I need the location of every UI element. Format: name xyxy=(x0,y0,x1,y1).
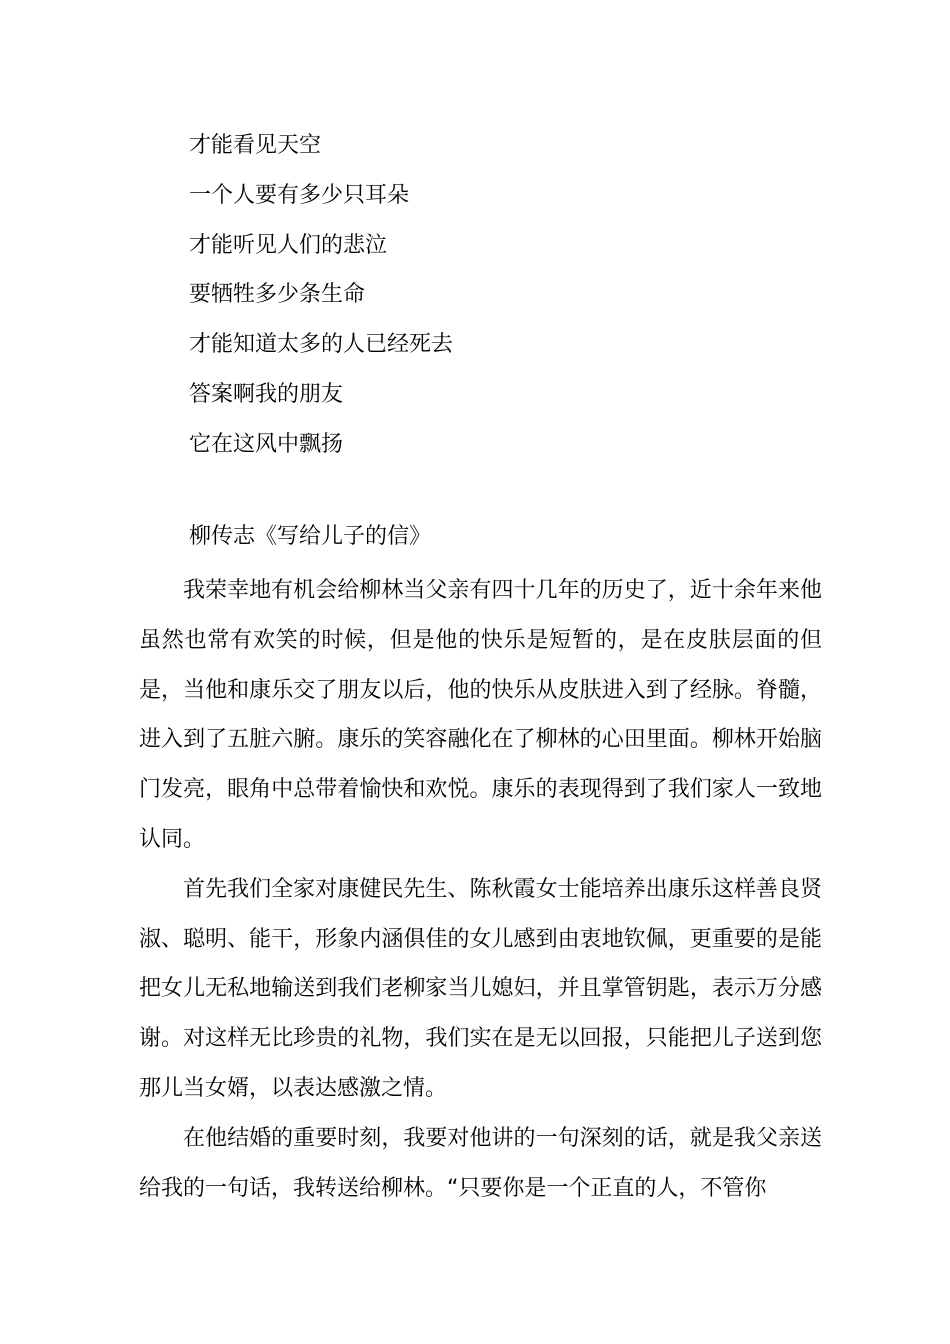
poem-line: 才能听见人们的悲泣 xyxy=(189,232,388,258)
poem-line: 要牺牲多少条生命 xyxy=(189,282,366,308)
letter-paragraph: 我荣幸地有机会给柳林当父亲有四十几年的历史了，近十余年来他虽然也常有欢笑的时候，但是他的快乐是短暂的，是在皮肤层面的但是，当他和康乐交了朋友以后，他的快乐从皮肤进入到了经脉。脊髓，进入到了五脏六腑。康乐的笑容融化在了柳林的心田里面。柳林开始脑门发亮，眼角中总带着愉快和欢悦。康乐的表现得到了我们家人一致地认同。 xyxy=(139,578,822,852)
poem-block xyxy=(189,121,829,470)
poem-line: 才能知道太多的人已经死去 xyxy=(189,332,454,358)
poem-line: 一个人要有多少只耳朵 xyxy=(189,182,410,208)
poem-line: 答案啊我的朋友 xyxy=(189,381,344,407)
letter-body xyxy=(139,566,822,1213)
poem-line: 才能看见天空 xyxy=(189,133,322,158)
letter-paragraph: 首先我们全家对康健民先生、陈秋霞女士能培养出康乐这样善良贤淑、聪明、能干，形象内涵俱佳的女儿感到由衷地钦佩，更重要的是能把女儿无私地输送到我们老柳家当儿媳妇，并且掌管钥匙，表示万分感谢。对这样无比珍贵的礼物，我们实在是无以回报，只能把儿子送到您那儿当女婿，以表达感激之情。 xyxy=(139,876,822,1101)
letter-paragraph: 在他结婚的重要时刻，我要对他讲的一句深刻的话，就是我父亲送给我的一句话，我转送给柳林。“只要你是一个正直的人，不管你 xyxy=(139,1125,822,1201)
poem-line: 它在这风中飘扬 xyxy=(189,431,344,457)
letter-title: 柳传志《写给儿子的信》 xyxy=(189,524,432,549)
